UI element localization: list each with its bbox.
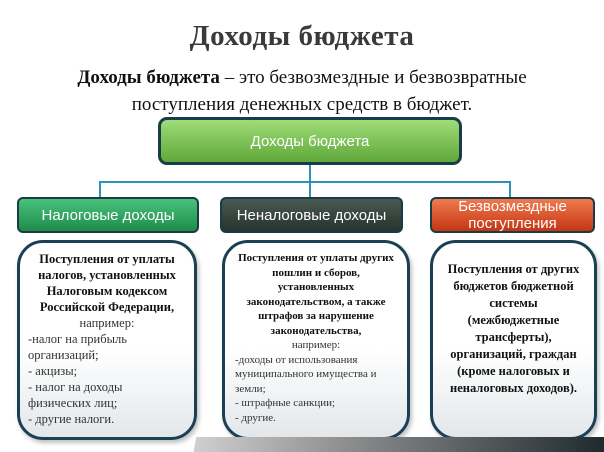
card-heading: Поступления от других бюджетов бюджетной системы (межбюджетные трансферты), организаций, граждан (кроме налоговых и неналоговых доходов). <box>447 262 580 395</box>
category-label: Неналоговые доходы <box>236 206 387 224</box>
connector-root-down <box>309 165 311 182</box>
card-list-item: -налог на прибыль организаций; <box>28 332 127 362</box>
definition-text <box>0 64 604 118</box>
category-non-tax-revenue <box>220 197 403 233</box>
card-heading: Поступления от уплаты налогов, установленных Налоговым кодексом Российской Федерации, <box>38 252 176 314</box>
card-tax-revenue <box>17 240 197 440</box>
category-gratuitous-receipts <box>430 197 595 233</box>
root-node: Доходы бюджета <box>158 117 462 165</box>
category-tax-revenue <box>17 197 199 233</box>
connector-middle-down <box>309 181 311 197</box>
category-label: Налоговые доходы <box>41 206 175 224</box>
card-example-label: например: <box>79 316 135 330</box>
definition-rest: – это безвозмездные и безвозвратные <box>219 67 527 88</box>
definition-line-1 <box>0 64 604 91</box>
card-gratuitous-receipts <box>430 240 597 440</box>
card-list-item: -доходы от использования муниципального имущества и земли; <box>235 353 377 395</box>
category-label-line-1: Безвозмездные <box>458 198 567 215</box>
card-list-item: - другие. <box>235 411 276 424</box>
card-example-label: например: <box>291 339 341 351</box>
connector-right-down <box>509 181 511 197</box>
card-list-item: - штрафные санкции; <box>235 397 336 409</box>
connector-left-down <box>99 181 101 197</box>
card-list-item: - акцизы; <box>28 364 78 378</box>
definition-term: Доходы бюджета <box>77 67 220 88</box>
card-heading: Поступления от уплаты других пошлин и сборов, установленных законодательством, а также штрафов за нарушение законодательства, <box>238 252 394 337</box>
definition-line-2: поступления денежных средств в бюджет. <box>131 94 473 115</box>
card-list-item: - налог на доходы физических лиц; <box>28 380 123 410</box>
page-title: Доходы бюджета <box>189 20 415 52</box>
connector-horizontal <box>99 181 511 183</box>
category-label <box>458 198 567 232</box>
category-label-line-2: поступления <box>468 215 557 232</box>
decorative-shadow <box>170 437 604 452</box>
card-non-tax-revenue <box>222 240 410 440</box>
card-list-item: - другие налоги. <box>28 412 115 426</box>
